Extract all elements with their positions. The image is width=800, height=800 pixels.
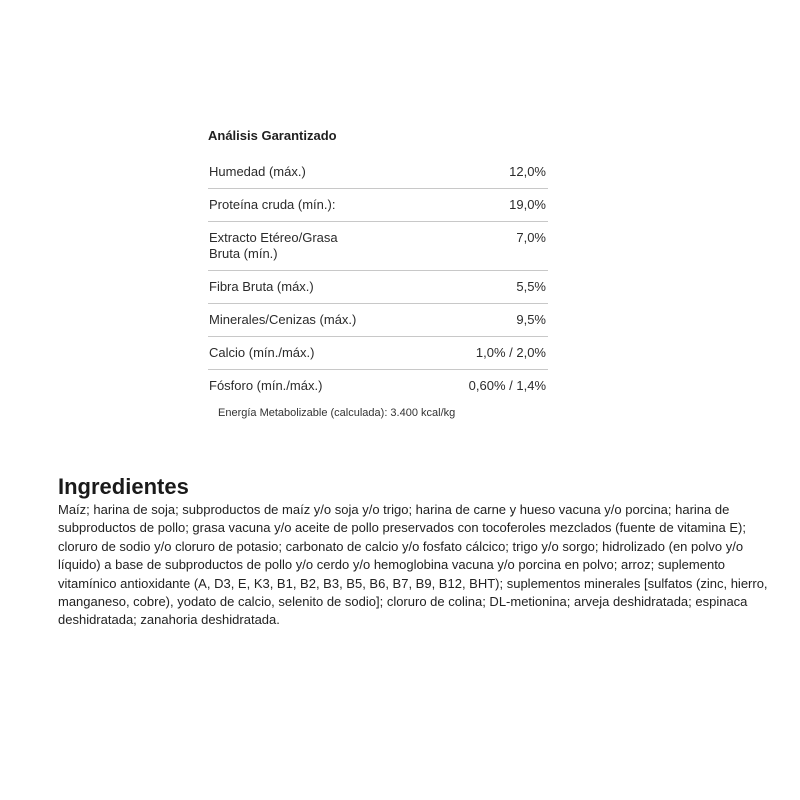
nutrient-label-extracto-etereo: Extracto Etéreo/Grasa Bruta (mín.) <box>209 230 338 261</box>
nutrient-value-extracto-etereo: 7,0% <box>516 230 546 245</box>
nutrient-value-fosforo: 0,60% / 1,4% <box>468 378 546 393</box>
table-row <box>208 337 548 370</box>
table-row <box>208 370 548 403</box>
nutrient-label-fosforo: Fósforo (mín./máx.) <box>209 378 323 393</box>
table-row <box>208 304 548 337</box>
energy-note: Energía Metabolizable (calculada): 3.400 kcal/kg <box>218 407 456 419</box>
nutrient-label-minerales: Minerales/Cenizas (máx.) <box>209 312 357 327</box>
nutrient-label-proteina: Proteína cruda (mín.): <box>209 197 336 212</box>
guaranteed-analysis-title: Análisis Garantizado <box>208 128 337 143</box>
ingredients-section <box>58 474 780 630</box>
nutrient-value-proteina: 19,0% <box>509 197 546 212</box>
table-row <box>208 271 548 304</box>
ingredients-text: Maíz; harina de soja; subproductos de maíz y/o soja y/o trigo; harina de carne y hueso vacuna y/o porcina; harina de subproductos de pollo; grasa vacuna y/o aceite de pollo preservados con tocoferoles mezclados (fuente de vitamina E); cloruro de sodio y/o cloruro de potasio; carbonato de calcio y/o fosfato cálcico; trigo y/o sorgo; hidrolizado (en polvo y/o líquido) a base de subproductos de pollo y/o cerdo y/o hemoglobina vacuna y/o porcina en polvo; arroz; suplemento vitamínico antioxidante (A, D3, E, K3, B1, B2, B3, B5, B6, B7, B9, B12, BHT); suplementos minerales [sulfatos (zinc, hierro, manganeso, cobre), yodato de calcio, selenito de sodio]; cloruro de colina; DL-metionina; arveja deshidratada; espinaca deshidratada; zanahoria deshidratada. <box>58 502 768 628</box>
table-row <box>208 222 548 271</box>
nutrient-value-calcio: 1,0% / 2,0% <box>475 345 546 360</box>
table-row <box>208 156 548 189</box>
nutrient-table <box>208 156 548 402</box>
nutrient-label-calcio: Calcio (mín./máx.) <box>209 345 315 360</box>
ingredients-title: Ingredientes <box>58 474 189 499</box>
nutrient-label-humedad: Humedad (máx.) <box>209 164 306 179</box>
nutrient-value-fibra: 5,5% <box>516 279 546 294</box>
nutrient-label-fibra: Fibra Bruta (máx.) <box>209 279 314 294</box>
nutrient-value-minerales: 9,5% <box>516 312 546 327</box>
guaranteed-analysis-section <box>208 128 548 420</box>
nutrient-value-humedad: 12,0% <box>509 164 546 179</box>
table-row <box>208 189 548 222</box>
